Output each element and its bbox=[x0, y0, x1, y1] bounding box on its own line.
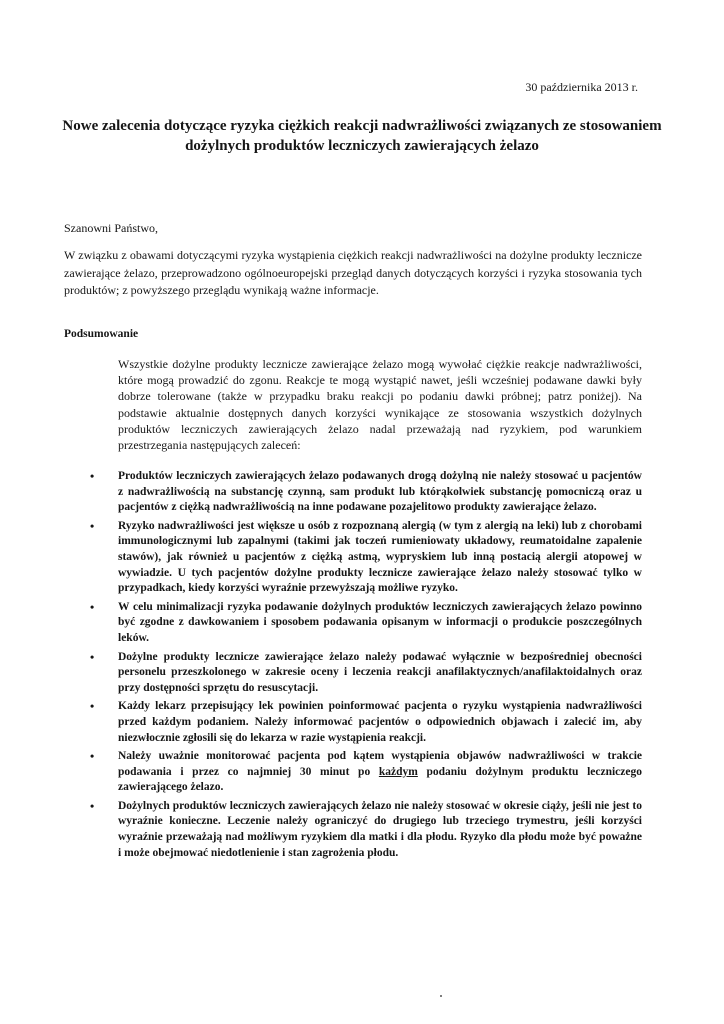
bullet-icon: • bbox=[90, 798, 95, 813]
bullet-icon: • bbox=[90, 649, 95, 664]
recommendation-item bbox=[0, 699, 642, 746]
scan-speck bbox=[440, 995, 442, 997]
recommendation-item bbox=[0, 799, 642, 861]
recommendation-item bbox=[0, 600, 642, 647]
bullet-icon: • bbox=[90, 599, 95, 614]
bullet-icon: • bbox=[90, 469, 95, 483]
recommendation-text-part: Należy uważnie monitorować pacjenta pod kątem wystąpienia objawów nadwrażliwości w trakcie podawania i przez co najmniej 30 minut po bbox=[118, 750, 642, 778]
intro-paragraph: W związku z obawami dotyczącymi ryzyka wystąpienia ciężkich reakcji nadwrażliwości na dożylne produkty lecznicze zawierające żelazo, przeprowadzono ogólnoeuropejski przegląd danych dotyczących korzyści i ryzyka stosowania tych produktów; z powyższego przeglądu wynikają ważne informacje. bbox=[64, 248, 642, 297]
recommendation-text: Dożylnych produktów leczniczych zawierających żelazo nie należy stosować w okresie ciąży, jeśli nie jest to wyraźnie konieczne. Leczenie należy ograniczyć do drugiego lub trzeciego trymestru, jeśli korzyści wyraźnie przeważają nad możliwym ryzykiem dla matki i dla płodu. Ryzyko dla płodu może być poważne i może obejmować niedotlenienie i stan zagrożenia płodu. bbox=[118, 799, 642, 859]
recommendation-text: Produktów leczniczych zawierających żelazo podawanych drogą dożylną nie należy stosować u pacjentów z nadwrażliwością na substancję czynną, sam produkt lub którąkolwiek substancję pomocniczą oraz u pacjentów z ciężką nadwrażliwością na inne podawane pozajelitowo produkty zawierające żelazo. bbox=[118, 470, 642, 514]
summary-heading: Podsumowanie bbox=[64, 328, 139, 340]
recommendation-item bbox=[0, 650, 642, 697]
underlined-word: każdym bbox=[378, 765, 418, 778]
recommendation-text: Każdy lekarz przepisujący lek powinien poinformować pacjenta o ryzyku wystąpienia nadwrażliwości przed każdym podaniem. Należy informować pacjentów o odpowiednich objawach i zalecić im, aby niezwłocznie zgłosili się do lekarza w razie wystąpienia reakcji. bbox=[118, 700, 642, 744]
document-date: 30 października 2013 r. bbox=[525, 80, 638, 94]
bullet-icon: • bbox=[90, 518, 95, 533]
recommendation-item bbox=[0, 519, 642, 597]
recommendations-list bbox=[0, 469, 724, 864]
recommendation-item bbox=[0, 469, 642, 516]
document-title: Nowe zalecenia dotyczące ryzyka ciężkich reakcji nadwrażliwości związanych ze stosowaniem dożylnych produktów leczniczych zawierających żelazo bbox=[62, 118, 662, 154]
recommendation-text: W celu minimalizacji ryzyka podawanie dożylnych produktów leczniczych zawierających żelazo powinno być zgodne z dawkowaniem i sposobem podawania opisanym w informacji o produkcie poszczególnych leków. bbox=[118, 600, 642, 644]
summary-paragraph: Wszystkie dożylne produkty lecznicze zawierające żelazo mogą wywołać ciężkie reakcje nadwrażliwości, które mogą prowadzić do zgonu. Reakcje te mogą wystąpić nawet, jeśli wcześniej podawane dawki były dobrze tolerowane (także w przypadku braku reakcji po podaniu dawki próbnej; patrz poniżej). Na podstawie aktualnie dostępnych danych korzyści wynikające ze stosowania wszystkich dożylnych produktów leczniczych zawierających żelazo nadal przeważają nad ryzykiem, pod warunkiem przestrzegania następujących zaleceń: bbox=[118, 357, 642, 453]
bullet-icon: • bbox=[90, 749, 95, 764]
recommendation-text: Dożylne produkty lecznicze zawierające żelazo należy podawać wyłącznie w bezpośredniej obecności personelu przeszkolonego w zakresie oceny i leczenia reakcji anafilaktycznych/anafilaktoidalnych oraz przy dostępności sprzętu do resuscytacji. bbox=[118, 650, 642, 694]
bullet-icon: • bbox=[90, 699, 95, 714]
recommendation-text: Ryzyko nadwrażliwości jest większe u osób z rozpoznaną alergią (w tym z alergią na leki) lub z chorobami immunologicznymi lub zapalnymi (takimi jak toczeń rumieniowaty układowy, reumatoidalne zapalenie stawów), jak również u pacjentów z ciężką astmą, wypryskiem lub inną postacią alergii atopowej w wywiadzie. U tych pacjentów dożylne produkty lecznicze zawierające żelazo należy stosować tylko w przypadkach, kiedy korzyści wyraźnie przewyższają możliwe ryzyko. bbox=[118, 519, 642, 595]
salutation: Szanowni Państwo, bbox=[64, 221, 158, 235]
recommendation-item bbox=[0, 749, 642, 796]
recommendation-text bbox=[118, 750, 642, 793]
recommendation-text-part: podaniu dożylnym produktu leczniczego zawierającego żelazo. bbox=[118, 765, 642, 794]
